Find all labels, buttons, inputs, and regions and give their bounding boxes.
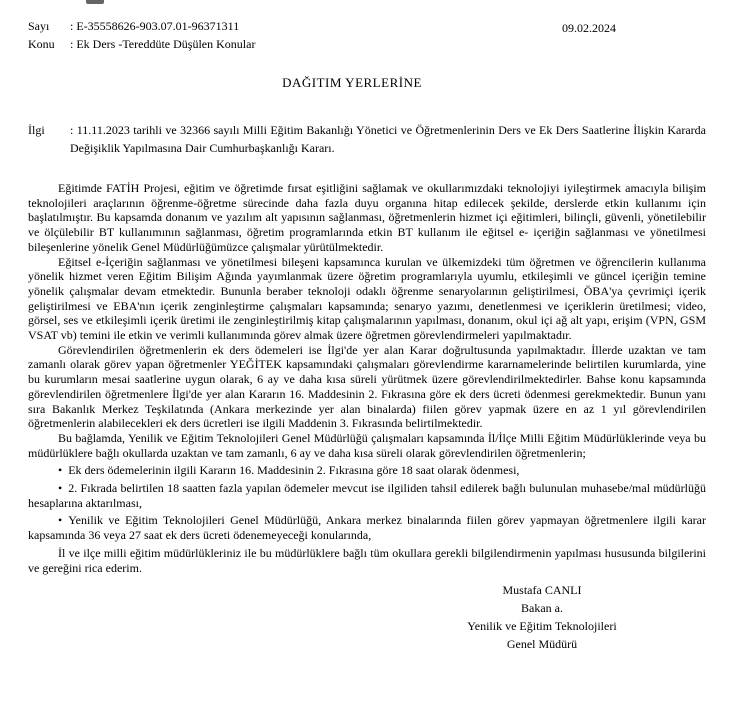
paragraph-ekders-payments: Görevlendirilen öğretmenlerin ek ders ödemeleri ise İlgi'de yer alan Karar doğrultusunda yapılmaktadır. İllerde uzaktan ve tam zamanlı olarak görev yapan öğretmenler YEĞİTEK kapsamındaki çalışmaları görevlendirme kararnamelerinde belirtilen kurumlarda, yine bu kurumların mesai saatlerine uygun olarak, 6 ay ve daha kısa süreli yürütmek üzere görevlendirilmektedirler. Bahse konu kapsamında görevlendirilen öğretmenlere İlgi'de yer alan Kararın 16. Maddesinin 2. Fıkrasına göre ek ders ücreti ödenmesi gerekmektedir. Bunun yanı sıra Bakanlık Merkez Teşkilatında (Ankara merkezinde yer alan binalarda) fiilen görev yapmak üzere en az 1 yıl görevlendirilen öğretmenlerin alabilecekleri ek ders ücretleri ise ilgili Maddenin 3. Fıkrasında belirtilmektedir.	[28, 342, 706, 431]
konu-value: : Ek Ders -Tereddüte Düşülen Konular	[70, 37, 256, 51]
letter-body	[28, 181, 706, 575]
closing-paragraph: İl ve ilçe milli eğitim müdürlükleriniz ile bu müdürlüklere bağlı tüm okullara gerekli bilgilendirmenin yapılması hususunda bilgilerini ve gereğini rica ederim.	[28, 545, 706, 575]
bullet-item-1	[28, 463, 706, 478]
bullet-icon: •	[58, 481, 63, 496]
konu-label: Konu	[28, 37, 55, 51]
ilgi-label: İlgi	[28, 123, 45, 137]
bullet-text-3: Yenilik ve Eğitim Teknolojileri Genel Müdürlüğü, Ankara merkez binalarında fiilen görev yapmayan öğretmenlere ilgili karar kapsamında 36 veya 27 saat ek ders ücreti ödenemeyeceği konularında,	[28, 513, 706, 543]
sayi-label: Sayı	[28, 19, 50, 33]
signer-capacity: Bakan a.	[521, 601, 563, 616]
page-top-artifact	[86, 0, 104, 4]
bullet-item-2	[28, 481, 706, 510]
document-date: 09.02.2024	[562, 21, 616, 35]
bullet-icon: •	[58, 463, 63, 478]
signer-name: Mustafa CANLI	[502, 583, 582, 598]
bullet-item-3	[28, 513, 706, 542]
signer-directorate: Yenilik ve Eğitim Teknolojileri	[467, 619, 617, 634]
signer-title: Genel Müdürü	[506, 637, 578, 652]
bullet-icon: •	[58, 513, 63, 528]
bullet-text-2: 2. Fıkrada belirtilen 18 saatten fazla yapılan ödemeler mevcut ise ilgiliden tahsil edilerek bağlı bulunulan muhasebe/mal müdürlüğü hesaplarına aktarılması,	[28, 481, 706, 510]
bullet-text-1: Ek ders ödemelerinin ilgili Kararın 16. Maddesinin 2. Fıkrasına göre 18 saat olarak ödenmesi,	[68, 463, 520, 478]
paragraph-fatih-project: Eğitimde FATİH Projesi, eğitim ve öğretimde fırsat eşitliğini sağlamak ve okullarımızdaki teknolojiyi iyileştirmek amacıyla bilişim teknolojileri araçlarının öğrenme-öğretme sürecinde daha fazla duyu organına hitap edilecek şekilde, derslerde etkin kullanımı için başlatılmıştır. Bu kapsamda donanım ve yazılım alt yapısının sağlanması, öğretmenlerin hizmet içi eğitimleri, bilinçli, güvenli, yönetilebilir ve ölçülebilir BT kullanımının sağlanması, öğretim programlarında etkin BT kullanım ile eğitsel e- içeriğin sağlanması ve yönetilmesi bileşenlerine yönelik Genel Müdürlüğümüzce çalışmalar yürütülmektedir.	[28, 181, 706, 254]
reference-block	[28, 121, 706, 157]
paragraph-econtent: Eğitsel e-İçeriğin sağlanması ve yönetilmesi bileşeni kapsamınca kurulan ve ülkemizdeki tüm öğretmen ve öğrencilerin kullanıma yönelik hizmet veren Eğitim Bilişim Ağında yayımlanmak üzere öğretim programlarıyla uyumlu, etkileşimli ve güncel içeriğin temine yönelik çalışmalar devam etmektedir. Bununla beraber teknoloji odaklı öğrenme senaryolarının geliştirilmesi, ÖBA'ya çevrimiçi içerik geliştirilmesi ve EBA'nın içerik zenginleştirme çalışmaları kapsamında; senaryo yazımı, denetlenmesi ve içeriklerin üretilmesi; video, görsel, ses ve etkileşimli içerik üretimi ile zenginleştirilmiş kitap çalışmalarının yapılması, donanım, okul içi ağ alt yapı, erişim (VPN, GSM VSAT vb) temini ile etkin ve verimli kullanımında görev almak üzere öğretmen görevlendirmeleri yapılmaktadır.	[28, 254, 706, 343]
signature-block	[422, 581, 662, 653]
ilgi-text: : 11.11.2023 tarihli ve 32366 sayılı Milli Eğitim Bakanlığı Yönetici ve Öğretmenlerinin Ders ve Ek Ders Saatlerine İlişkin Kararda Değişiklik Yapılmasına Dair Cumhurbaşkanlığı Kararı.	[70, 123, 706, 155]
paragraph-bu-baglamda: Bu bağlamda, Yenilik ve Eğitim Teknolojileri Genel Müdürlüğü çalışmaları kapsamında İl/İlçe Milli Eğitim Müdürlüklerinde veya bu müdürlüklere bağlı okullarda uzaktan ve tam zamanlı, 6 ay ve daha kısa süreli olarak görevlendirilen öğretmenlerin;	[28, 430, 706, 460]
header-row-konu	[28, 35, 706, 53]
recipient-title: DAĞITIM YERLERİNE	[282, 75, 422, 90]
sayi-value: : E-35558626-903.07.01-96371311	[70, 19, 240, 33]
